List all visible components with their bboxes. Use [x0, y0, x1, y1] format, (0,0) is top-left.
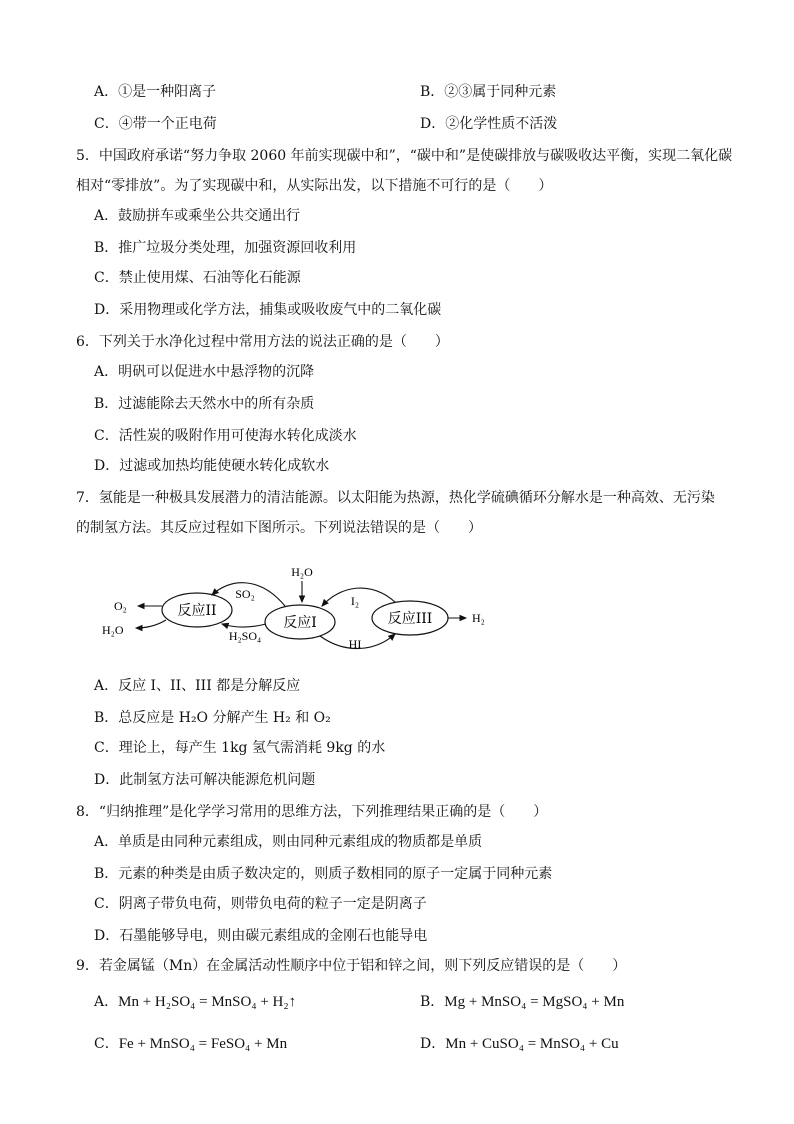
q8-option-c: C．阴离子带负电荷，则带负电荷的粒子一定是阴离子: [94, 896, 427, 912]
q5-option-d: D．采用物理或化学方法，捕集或吸收废气中的二氧化碳: [94, 302, 442, 318]
q9-option-a-label: A．: [94, 994, 119, 1010]
q6-option-a: A．明矾可以促进水中悬浮物的沉降: [94, 364, 315, 380]
h2o-output-label: H₂O: [102, 623, 124, 637]
h2o-output-arrow: [136, 620, 166, 628]
q9-stem: 9．若金属锰（Mn）在金属活动性顺序中位于铝和锌之间，则下列反应错误的是（ ）: [76, 958, 627, 974]
q9-option-d-formula: Mn + CuSO₄ = MnSO₄ + Cu: [445, 1036, 619, 1052]
q9-option-b: [420, 992, 624, 1012]
q4-option-c: C．④带一个正电荷: [94, 116, 217, 132]
reaction3-label: 反应III: [387, 611, 433, 627]
h2so4-label: H₂SO₄: [228, 629, 262, 643]
o2-label: O₂: [114, 599, 127, 613]
q9-option-a: [94, 992, 296, 1012]
h2o-input-label: H₂O: [291, 565, 313, 579]
q7-option-c: C．理论上，每产生 1kg 氢气需消耗 9kg 的水: [94, 740, 386, 756]
q7-stem-line1: 7．氢能是一种极具发展潜力的清洁能源。以太阳能为热源，热化学硫碘循环分解水是一种高效、无污染: [76, 490, 715, 506]
q6-option-d: D．过滤或加热均能使硬水转化成软水: [94, 458, 330, 474]
q7-option-b: B．总反应是 H₂O 分解产生 H₂ 和 O₂: [94, 710, 331, 726]
so2-label: SO₂: [235, 587, 255, 601]
q4-option-d: D．②化学性质不活泼: [420, 116, 558, 132]
q5-stem-line2: 相对“零排放”。为了实现碳中和，从实际出发，以下措施不可行的是（ ）: [76, 178, 553, 194]
q9-option-d: [420, 1034, 619, 1054]
q5-option-a: A．鼓励拼车或乘坐公共交通出行: [94, 208, 301, 224]
q8-option-d: D．石墨能够导电，则由碳元素组成的金刚石也能导电: [94, 928, 428, 944]
q6-option-b: B．过滤能除去天然水中的所有杂质: [94, 396, 315, 412]
q5-option-c: C．禁止使用煤、石油等化石能源: [94, 270, 301, 286]
q7-option-a: A．反应 I、II、III 都是分解反应: [94, 678, 301, 694]
q5-stem-line1: 5．中国政府承诺“努力争取 2060 年前实现碳中和”，“碳中和”是使碳排放与碳吸收达平衡，实现二氧化碳: [76, 148, 733, 164]
q8-option-a: A．单质是由同种元素组成，则由同种元素组成的物质都是单质: [94, 834, 483, 850]
reaction1-label: 反应I: [283, 615, 317, 631]
q9-option-d-label: D．: [420, 1036, 446, 1052]
i2-label: I₂: [350, 594, 360, 608]
q5-option-b: B．推广垃圾分类处理，加强资源回收利用: [94, 240, 357, 256]
q7-stem-line2: 的制氢方法。其反应过程如下图所示。下列说法错误的是（ ）: [76, 520, 482, 536]
q9-option-b-label: B．: [420, 994, 445, 1010]
hi-label: HI: [348, 637, 362, 651]
q9-option-c: [94, 1034, 287, 1054]
q7-option-d: D．此制氢方法可解决能源危机问题: [94, 772, 316, 788]
q4-option-b: B．②③属于同种元素: [420, 84, 557, 100]
q9-option-b-formula: Mg + MnSO₄ = MgSO₄ + Mn: [444, 994, 625, 1010]
reaction-cycle-diagram: [100, 558, 500, 658]
q6-option-c: C．活性炭的吸附作用可使海水转化成淡水: [94, 428, 357, 444]
h2-label: H₂: [472, 611, 485, 625]
q9-option-a-formula: Mn + H₂SO₄ = MnSO₄ + H₂↑: [118, 994, 297, 1010]
q9-option-c-label: C．: [94, 1036, 119, 1052]
reaction2-label: 反应II: [177, 603, 217, 619]
q8-stem: 8．“归纳推理”是化学学习常用的思维方法，下列推理结果正确的是（ ）: [76, 804, 548, 820]
q9-option-c-formula: Fe + MnSO₄ = FeSO₄ + Mn: [118, 1036, 288, 1052]
q8-option-b: B．元素的种类是由质子数决定的，则质子数相同的原子一定属于同种元素: [94, 866, 553, 882]
h2so4-arrow: [222, 624, 266, 627]
q6-stem: 6．下列关于水净化过程中常用方法的说法正确的是（ ）: [76, 334, 449, 350]
q4-option-a: A．①是一种阳离子: [94, 84, 217, 100]
